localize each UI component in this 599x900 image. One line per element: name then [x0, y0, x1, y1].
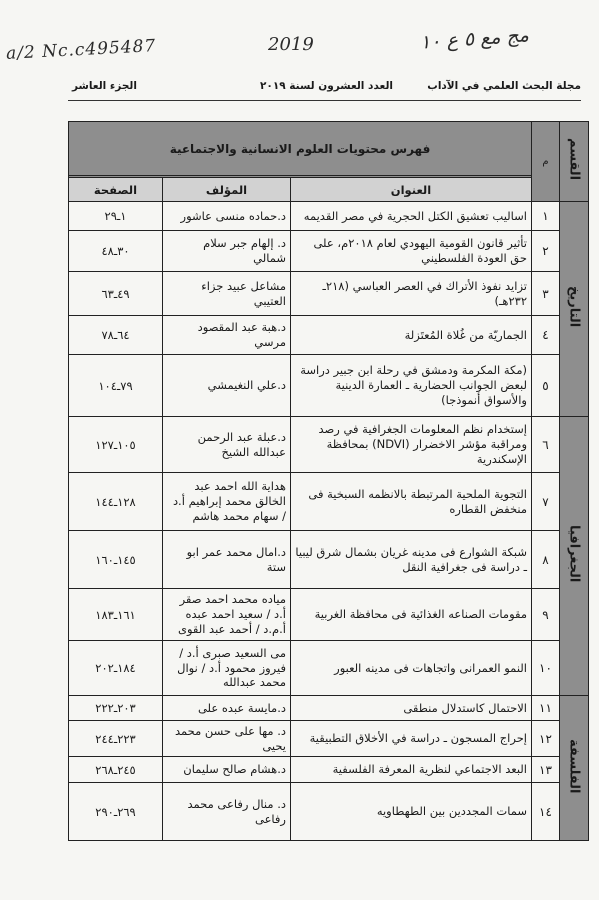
row-pages: ٢٤٥ـ٢٦٨ [69, 757, 163, 783]
row-author: مياده محمد احمد صقر أ.د / سعيد احمد عبده أ.م.د / أحمد عبد القوى [163, 589, 291, 641]
row-pages: ١ـ٢٩ [69, 202, 163, 231]
row-author: د. مها على حسن محمد يحيى [163, 721, 291, 757]
row-number: ٢ [532, 231, 560, 272]
row-pages: ٢٢٣ـ٢٤٤ [69, 721, 163, 757]
row-number: ٤ [532, 316, 560, 355]
row-title: تأثير قانون القومية اليهودي لعام ٢٠١٨م، على حق العودة الفلسطيني [291, 231, 532, 272]
number-column-header: م [532, 122, 560, 202]
journal-title: مجلة البحث العلمي في الآداب [427, 80, 581, 92]
row-author: د. منال رفاعى محمد رفاعى [163, 783, 291, 841]
row-pages: ٧٩ـ١٠٤ [69, 355, 163, 417]
row-author: د.مايسة عبده على [163, 696, 291, 721]
handwritten-reference-code: a/2 Nc.c495487 [5, 36, 157, 64]
row-pages: ١٢٨ـ١٤٤ [69, 473, 163, 531]
row-number: ٥ [532, 355, 560, 417]
row-title: إحراج المسجون ـ دراسة في الأخلاق التطبيقية [291, 721, 532, 757]
row-author: د. إلهام جبر سلام شمالي [163, 231, 291, 272]
row-author: د.امال محمد عمر ابو ستة [163, 531, 291, 589]
row-number: ٩ [532, 589, 560, 641]
title-column-header: العنوان [291, 178, 532, 202]
row-number: ١٠ [532, 641, 560, 696]
issue-label: العدد العشرون لسنة ٢٠١٩ [260, 80, 393, 92]
row-title: مقومات الصناعه الغذائية فى محافظة الغربية [291, 589, 532, 641]
row-number: ٧ [532, 473, 560, 531]
row-author: د.هبة عبد المقصود مرسي [163, 316, 291, 355]
header-rule [68, 100, 581, 101]
row-author: د.علي النغيمشي [163, 355, 291, 417]
row-title: شبكة الشوارع فى مدينه غريان بشمال شرق ليبيا ـ دراسة فى جغرافية النقل [291, 531, 532, 589]
row-author: د.حماده منسى عاشور [163, 202, 291, 231]
row-author: هداية الله احمد عبد الخالق محمد إبراهيم أ.د / سهام محمد هاشم [163, 473, 291, 531]
row-pages: ٤٩ـ٦٣ [69, 272, 163, 316]
section-column-header: القسم [560, 122, 589, 202]
section-geography: الجغرافيا [560, 417, 589, 696]
row-title: إستخدام نظم المعلومات الجغرافية في رصد ومراقبة مؤشر الاخضرار (NDVI) بمحافظة الإسكندرية [291, 417, 532, 473]
row-title: (مكة المكرمة ودمشق في رحلة ابن جبير دراسة لبعض الجوانب الحضارية ـ العمارة الدينية والأسواق أنموذجا) [291, 355, 532, 417]
author-column-header: المؤلف [163, 178, 291, 202]
row-number: ٣ [532, 272, 560, 316]
row-pages: ٦٤ـ٧٨ [69, 316, 163, 355]
row-pages: ٢٦٩ـ٢٩٠ [69, 783, 163, 841]
handwritten-year: 2019 [268, 34, 314, 55]
row-number: ١ [532, 202, 560, 231]
row-pages: ١٤٥ـ١٦٠ [69, 531, 163, 589]
row-title: تزايد نفوذ الأتراك في العصر العباسي (٢١٨ـ ٢٣٢هـ) [291, 272, 532, 316]
row-number: ١٤ [532, 783, 560, 841]
row-title: اساليب تعشيق الكتل الحجرية في مصر القديمه [291, 202, 532, 231]
part-label: الجزء العاشر [72, 80, 137, 92]
row-title: الجماريّة من غُلاة المُعتَزلة [291, 316, 532, 355]
row-pages: ٣٠ـ٤٨ [69, 231, 163, 272]
handwritten-note: مج مع ٥ ع ١٠ [419, 24, 530, 54]
row-title: البعد الاجتماعي لنظرية المعرفة الفلسفية [291, 757, 532, 783]
row-number: ٨ [532, 531, 560, 589]
section-philosophy: الفلسفة [560, 696, 589, 841]
row-author: مشاعل عبيد جزاء العتيبي [163, 272, 291, 316]
pages-column-header: الصفحة [69, 178, 163, 202]
row-pages: ١٦١ـ١٨٣ [69, 589, 163, 641]
row-pages: ١٨٤ـ٢٠٢ [69, 641, 163, 696]
row-pages: ٢٠٣ـ٢٢٢ [69, 696, 163, 721]
section-history: التاريخ [560, 202, 589, 417]
row-number: ٦ [532, 417, 560, 473]
row-pages: ١٠٥ـ١٢٧ [69, 417, 163, 473]
row-number: ١٢ [532, 721, 560, 757]
row-title: التجوية الملحية المرتبطة بالانظمه السبخية فى منخفض القطاره [291, 473, 532, 531]
row-author: د.هشام صالح سليمان [163, 757, 291, 783]
row-title: الاحتمال كاستدلال منطقى [291, 696, 532, 721]
row-title: سمات المجددين بين الطهطاويه [291, 783, 532, 841]
row-number: ١١ [532, 696, 560, 721]
row-author: مى السعيد صبرى أ.د / فيروز محمود أ.د / نوال محمد عبدالله [163, 641, 291, 696]
row-title: النمو العمرانى واتجاهات فى مدينه العبور [291, 641, 532, 696]
row-author: د.عبلة عبد الرحمن عبدالله الشيخ [163, 417, 291, 473]
table-caption: فهرس محتويات العلوم الانسانية والاجتماعية [69, 122, 532, 176]
contents-table [68, 121, 589, 841]
row-number: ١٣ [532, 757, 560, 783]
